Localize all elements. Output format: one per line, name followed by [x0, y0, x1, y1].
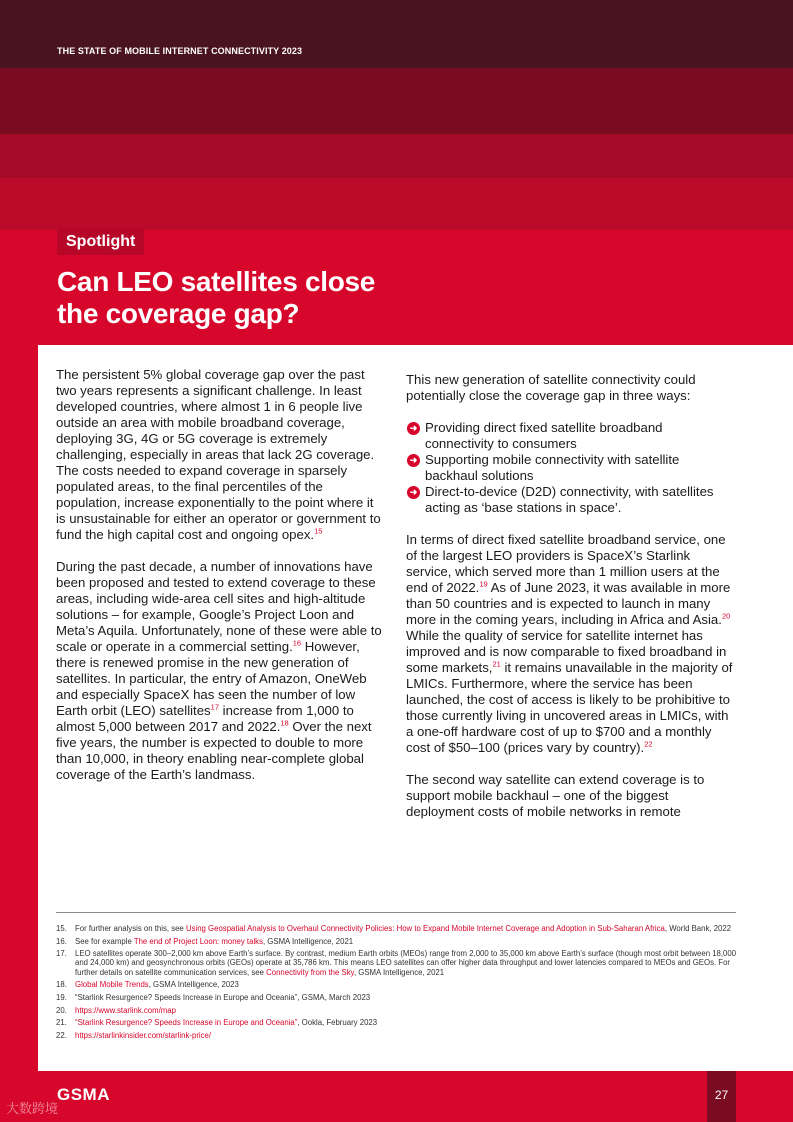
title-line-1: Can LEO satellites close: [57, 266, 376, 297]
right-column: [406, 372, 734, 836]
left-paragraph-1: [56, 367, 386, 543]
footnote-link[interactable]: https://www.starlink.com/map: [75, 1005, 176, 1015]
list-item-text: Direct-to-device (D2D) connectivity, with satellites acting as ‘base stations in space’.: [425, 484, 714, 515]
footnote-ref-18[interactable]: 18: [280, 718, 289, 728]
footnote-15: [56, 924, 740, 933]
list-item-text: Providing direct fixed satellite broadband connectivity to consumers: [425, 420, 663, 451]
header-band-3: [0, 134, 793, 178]
arrow-right-circle-icon: ➜: [407, 422, 420, 435]
header-band-dark: [0, 0, 793, 68]
page-number: 27: [714, 1088, 729, 1102]
right-paragraph-2-text-c: While the quality of service for satellite internet has improved and is now comparable to fixed broadband in some markets,: [406, 628, 727, 675]
footnote-link[interactable]: “Starlink Resurgence? Speeds Increase in Europe and Oceania”: [75, 1018, 298, 1028]
left-paragraph-2-text-a: During the past decade, a number of innovations have been proposed and tested to extend coverage to these areas, including wide-area cell sites and high-altitude solutions – for example, Google’s Project Loon and Meta’s Aquila. Unfortunately, none of these were able to scale or operate in a commercial setting.: [56, 559, 382, 654]
report-title: THE STATE OF MOBILE INTERNET CONNECTIVITY 2023: [57, 46, 303, 56]
footnote-link[interactable]: Connectivity from the Sky: [266, 967, 354, 977]
left-paragraph-1-text: The persistent 5% global coverage gap over the past two years represents a significant challenge. In least developed countries, where almost 1 in 6 people live outside an area with mobile broadband coverage, deploying 3G, 4G or 5G coverage is extremely challenging, especially in areas that lack 2G coverage. The costs needed to expand coverage in sparsely populated areas, to the final percentiles of the population, increase exponentially to the point where it is unsustainable for either an operator or government to fund the high capital cost and ongoing opex.: [56, 367, 381, 542]
header-band-2: [0, 68, 793, 134]
footnote-text: LEO satellites operate 300–2,000 km above Earth’s surface. By contrast, medium Earth orbits (MEOs) range from 2,000 to 35,000 km above Earth’s surface (though most orbit between 18,000 and 24,000 km) and geosynchronous orbits (GEOs) operate at 35,786 km. This means LEO satellites can offer higher data throughput and lower latencies compared to MEOs and GEOs. For further details on satellite communication services, see: [75, 949, 737, 977]
page-title: [57, 266, 477, 330]
header-band-4: [0, 178, 793, 230]
footnote-ref-15[interactable]: 15: [314, 526, 323, 536]
content-panel: [38, 345, 793, 1071]
right-intro: This new generation of satellite connectivity could potentially close the coverage gap in three ways:: [406, 372, 696, 403]
footnote-link[interactable]: https://starlinkinsider.com/starlink-price/: [75, 1030, 212, 1040]
footnote-number: 17.: [56, 949, 67, 959]
list-item: [406, 484, 734, 516]
footnote-18: [56, 980, 740, 989]
footnote-16: [56, 937, 740, 946]
footnote-20: [56, 1006, 740, 1015]
list-item: [406, 452, 734, 484]
footnote-ref-19[interactable]: 19: [479, 579, 488, 589]
footnote-text: For further analysis on this, see: [75, 924, 186, 933]
footnotes: [56, 924, 740, 1043]
footnote-text: , GSMA Intelligence, 2023: [148, 980, 239, 990]
footnote-text: , GSMA Intelligence, 2021: [262, 936, 354, 946]
list-item: [406, 420, 734, 452]
footnote-number: 20.: [56, 1005, 67, 1015]
footnote-17: [56, 949, 740, 977]
right-paragraph-2-text-d: it remains unavailable in the majority of LMICs. Furthermore, where the service has been launched, the cost of access is likely to be prohibitive to those currently living in uncovered areas in LMICs, with a one-off hardware cost of up to $700 and a monthly cost of $50–100 (prices vary by country).: [406, 660, 733, 755]
title-line-2: the coverage gap?: [57, 298, 300, 329]
arrow-right-circle-icon: ➜: [407, 454, 420, 467]
right-paragraph-2: [406, 532, 734, 756]
footnote-number: 18.: [56, 980, 67, 990]
footnote-divider: [56, 912, 736, 913]
footnote-number: 21.: [56, 1018, 67, 1028]
right-paragraph-3: The second way satellite can extend coverage is to support mobile backhaul – one of the biggest deployment costs of mobile networks in remote: [406, 772, 705, 819]
footnote-link[interactable]: The end of Project Loon: money talks: [133, 936, 263, 946]
footnote-22: [56, 1031, 740, 1040]
left-paragraph-2: [56, 559, 386, 783]
footnote-ref-20[interactable]: 20: [721, 611, 731, 621]
footnote-number: 22.: [56, 1030, 67, 1040]
footnote-link[interactable]: Using Geospatial Analysis to Overhaul Connectivity Policies: How to Expand Mobile Internet Coverage and Adoption in Sub-Saharan Africa: [185, 924, 665, 933]
footnote-number: 15.: [56, 924, 67, 933]
footnote-19: [56, 993, 740, 1002]
footnote-text: , GSMA Intelligence, 2021: [353, 967, 445, 977]
footnote-ref-17[interactable]: 17: [210, 702, 219, 712]
spotlight-label: Spotlight: [57, 228, 144, 255]
footnote-ref-22[interactable]: 22: [644, 739, 653, 749]
footnote-link[interactable]: Global Mobile Trends: [75, 980, 149, 990]
footnote-number: 19.: [56, 992, 67, 1002]
watermark: 大数跨境: [6, 1101, 59, 1116]
left-paragraph-2-text-b: However, there is renewed promise in the new generation of satellites. In particular, the entry of Amazon, OneWeb and especially SpaceX has seen the number of low Earth orbit (LEO) satellites: [56, 639, 367, 718]
arrow-right-circle-icon: ➜: [407, 486, 420, 499]
left-column: [56, 367, 386, 799]
footnote-ref-16[interactable]: 16: [292, 638, 302, 648]
footnote-text: “Starlink Resurgence? Speeds Increase in Europe and Oceania”, GSMA, March 2023: [75, 992, 371, 1002]
list-item-text: Supporting mobile connectivity with satellite backhaul solutions: [425, 452, 680, 483]
ways-list: [406, 420, 734, 516]
footnote-21: [56, 1018, 740, 1027]
footnote-text: , Ookla, February 2023: [297, 1018, 378, 1028]
right-paragraph-2-text-a: In terms of direct fixed satellite broadband service, one of the largest LEO providers is SpaceX’s Starlink service, which served more than 1 million users at the end of 2022.: [406, 532, 726, 595]
right-paragraph-2-text-b: As of June 2023, it was available in more than 50 countries and is expected to launch in many more in the coming years, including in Africa and Asia.: [406, 580, 731, 627]
footnote-text: , World Bank, 2022: [664, 924, 732, 933]
footnote-number: 16.: [56, 936, 67, 946]
gsma-logo: GSMA: [57, 1085, 110, 1104]
footnote-text: See for example: [75, 936, 134, 946]
footnote-ref-21[interactable]: 21: [492, 659, 501, 669]
left-paragraph-2-text-c: increase from 1,000 to almost 5,000 between 2017 and 2022.: [56, 703, 354, 734]
left-paragraph-2-text-d: Over the next five years, the number is expected to double to more than 10,000, in theory enabling near-complete global coverage of the Earth’s landmass.: [56, 719, 372, 782]
